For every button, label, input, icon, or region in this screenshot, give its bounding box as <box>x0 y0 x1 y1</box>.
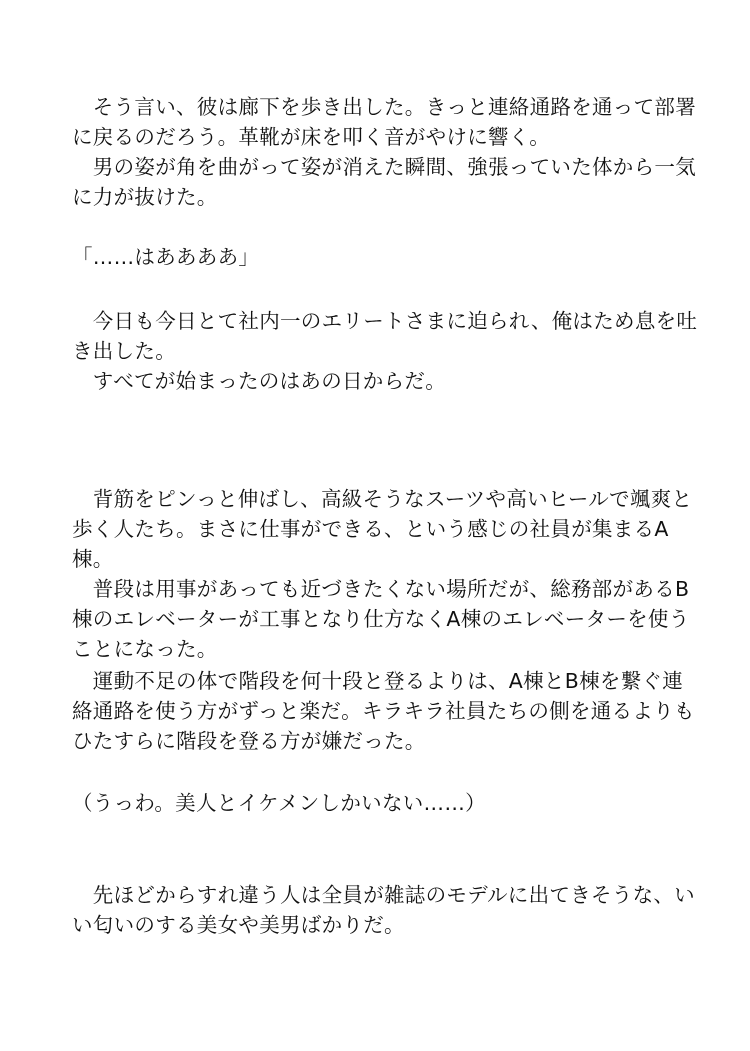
text-line: に力が抜けた。 <box>72 185 218 209</box>
text-line: 普段は用事があっても近づきたくない場所だが、総務部があるB <box>72 577 690 601</box>
text-line: 歩く人たち。まさに仕事ができる、という感じの社員が集まるA <box>72 517 669 541</box>
text-line: そう言い、彼は廊下を歩き出した。きっと連絡通路を通って部署 <box>72 95 696 119</box>
text-line: 棟のエレベーターが工事となり仕方なくA棟のエレベーターを使う <box>72 607 690 631</box>
text-line: 背筋をピンっと伸ばし、高級そうなスーツや高いヒールで颯爽と <box>72 487 693 511</box>
text-line: 今日も今日とて社内一のエリートさまに迫られ、俺はため息を吐 <box>72 309 698 333</box>
thought-line: （うっわ。美人とイケメンしかいない……） <box>72 791 486 815</box>
text-line: 棟。 <box>72 547 114 571</box>
text-line: ひたすらに階段を登る方が嫌だった。 <box>72 729 426 753</box>
text-line: ことになった。 <box>72 637 218 661</box>
text-line: き出した。 <box>72 339 176 363</box>
text-line: 先ほどからすれ違う人は全員が雑誌のモデルに出てきそうな、い <box>72 883 695 907</box>
text-line: 絡通路を使う方がずっと楽だ。キラキラ社員たちの側を通るよりも <box>72 699 695 723</box>
dialogue-line: 「……はああああ」 <box>72 245 260 269</box>
text-line: い匂いのする美女や美男ばかりだ。 <box>72 913 405 937</box>
text-line: すべてが始まったのはあの日からだ。 <box>72 369 446 393</box>
text-line: に戻るのだろう。革靴が床を叩く音がやけに響く。 <box>72 125 550 149</box>
text-line: 運動不足の体で階段を何十段と登るよりは、A棟とB棟を繋ぐ連 <box>72 669 684 693</box>
text-line: 男の姿が角を曲がって姿が消えた瞬間、強張っていた体から一気 <box>72 155 696 179</box>
